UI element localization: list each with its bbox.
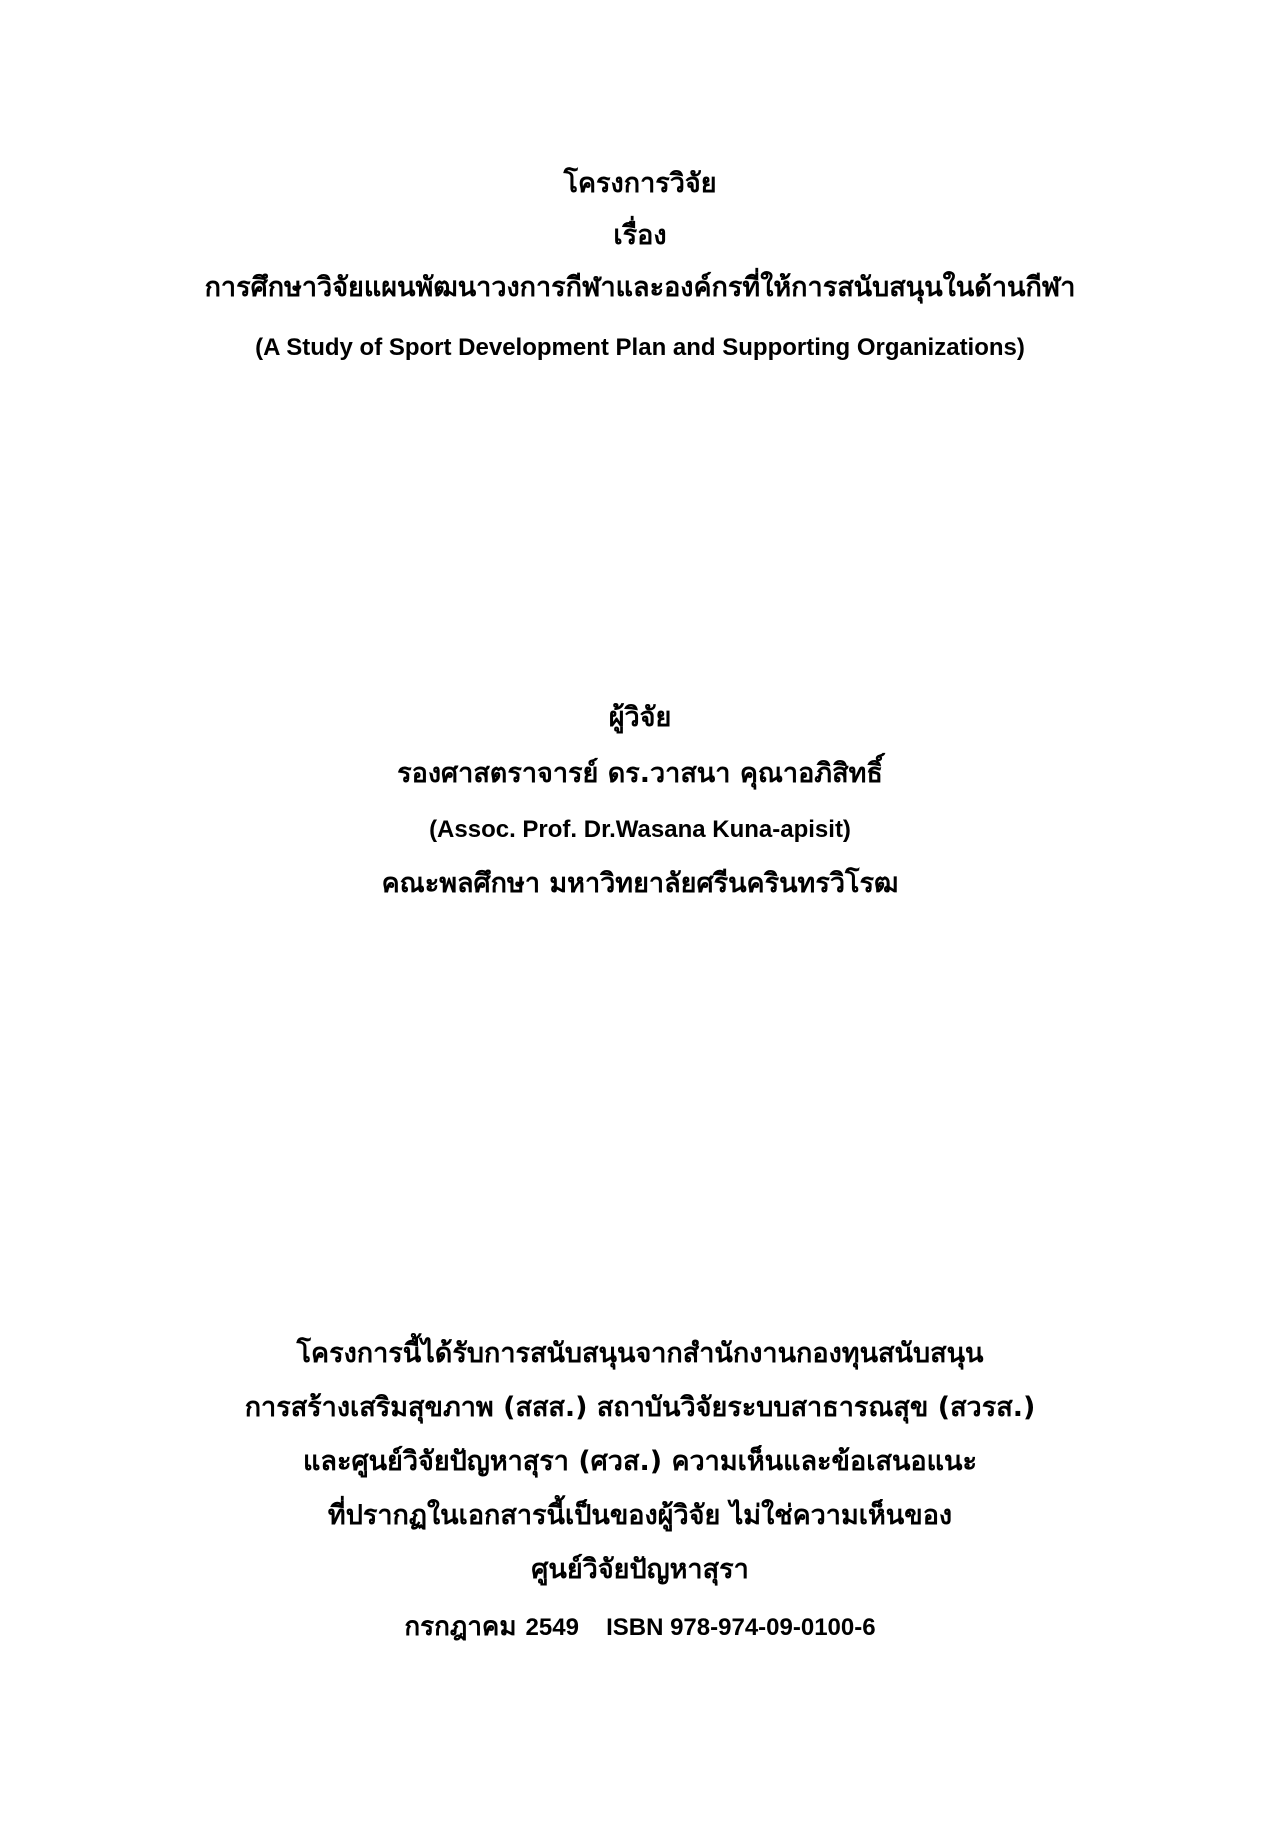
researcher-affiliation: คณะพลศึกษา มหาวิทยาลัยศรีนครินทรวิโรฒ [381,868,899,899]
funding-line-2: การสร้างเสริมสุขภาพ (สสส.) สถาบันวิจัยระบบสาธารณสุข (สวรส.) [244,1392,1036,1423]
funding-line-4: ที่ปรากฏในเอกสารนี้เป็นของผู้วิจัย ไม่ใช่ความเห็นของ [327,1500,953,1531]
project-label: โครงการวิจัย [563,168,717,199]
researcher-name-thai: รองศาสตราจารย์ ดร.วาสนา คุณาอภิสิทธิ์ [397,758,883,789]
publication-month: กรกฎาคม [404,1612,517,1642]
subject-label: เรื่อง [613,220,667,251]
title-thai: การศึกษาวิจัยแผนพัฒนาวงการกีฬาและองค์กรที่ให้การสนับสนุนในด้านกีฬา [204,272,1076,303]
funding-line-3: และศูนย์วิจัยปัญหาสุรา (ศวส.) ความเห็นและข้อเสนอแนะ [303,1446,977,1477]
funding-line-5: ศูนย์วิจัยปัญหาสุรา [531,1554,749,1585]
publication-year: 2549 [525,1614,579,1641]
researcher-label: ผู้วิจัย [608,702,672,733]
researcher-name-english: (Assoc. Prof. Dr.Wasana Kuna-apisit) [429,816,851,843]
isbn: ISBN 978-974-09-0100-6 [606,1614,876,1641]
title-english: (A Study of Sport Development Plan and Supporting Organizations) [255,334,1025,361]
publication-date-isbn [0,1612,1280,1643]
funding-line-1: โครงการนี้ได้รับการสนับสนุนจากสำนักงานกองทุนสนับสนุน [296,1338,984,1369]
